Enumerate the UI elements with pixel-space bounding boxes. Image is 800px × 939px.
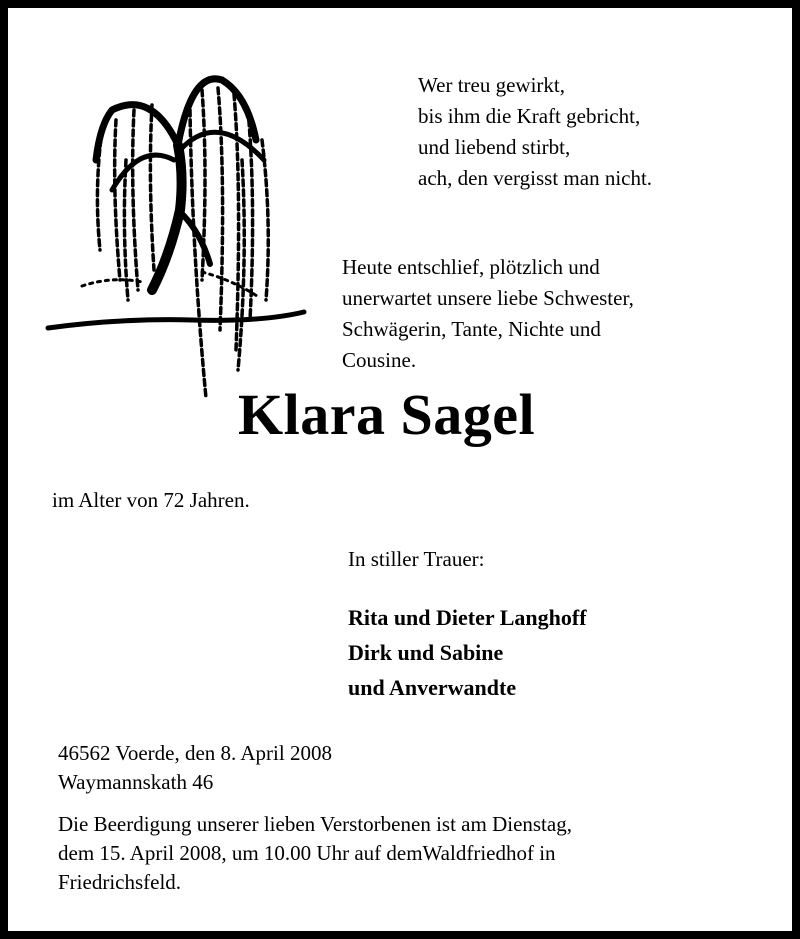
poem-verse [418, 70, 652, 194]
funeral-details [58, 810, 572, 897]
weeping-willow-illustration [42, 50, 312, 400]
announcement-text [342, 252, 634, 376]
announcement-line: Cousine. [342, 348, 417, 372]
funeral-line: Friedrichsfeld. [58, 870, 182, 894]
poem-line: und liebend stirbt, [418, 135, 571, 159]
funeral-line: Die Beerdigung unserer lieben Verstorbenen ist am Dienstag, [58, 812, 572, 836]
announcement-line: Heute entschlief, plötzlich und [342, 255, 600, 279]
age-line: im Alter von 72 Jahren. [52, 488, 250, 512]
poem-line: ach, den vergisst man nicht. [418, 166, 653, 190]
mourner-entry: Rita und Dieter Langhoff [348, 605, 587, 630]
announcement-line: unerwartet unsere liebe Schwester, [342, 286, 634, 310]
address-line: 46562 Voerde, den 8. April 2008 [58, 741, 332, 765]
mourning-label: In stiller Trauer: [348, 547, 485, 571]
poem-line: Wer treu gewirkt, [418, 73, 565, 97]
poem-line: bis ihm die Kraft gebricht, [418, 104, 641, 128]
address-block [58, 739, 332, 797]
mourner-entry: und Anverwandte [348, 675, 517, 700]
announcement-line: Schwägerin, Tante, Nichte und [342, 317, 601, 341]
address-line: Waymannskath 46 [58, 770, 214, 794]
mourner-entry: Dirk und Sabine [348, 640, 504, 665]
mourners-list [348, 600, 587, 705]
funeral-line: dem 15. April 2008, um 10.00 Uhr auf demWaldfriedhof in [58, 841, 556, 865]
deceased-name: Klara Sagel [238, 382, 536, 447]
